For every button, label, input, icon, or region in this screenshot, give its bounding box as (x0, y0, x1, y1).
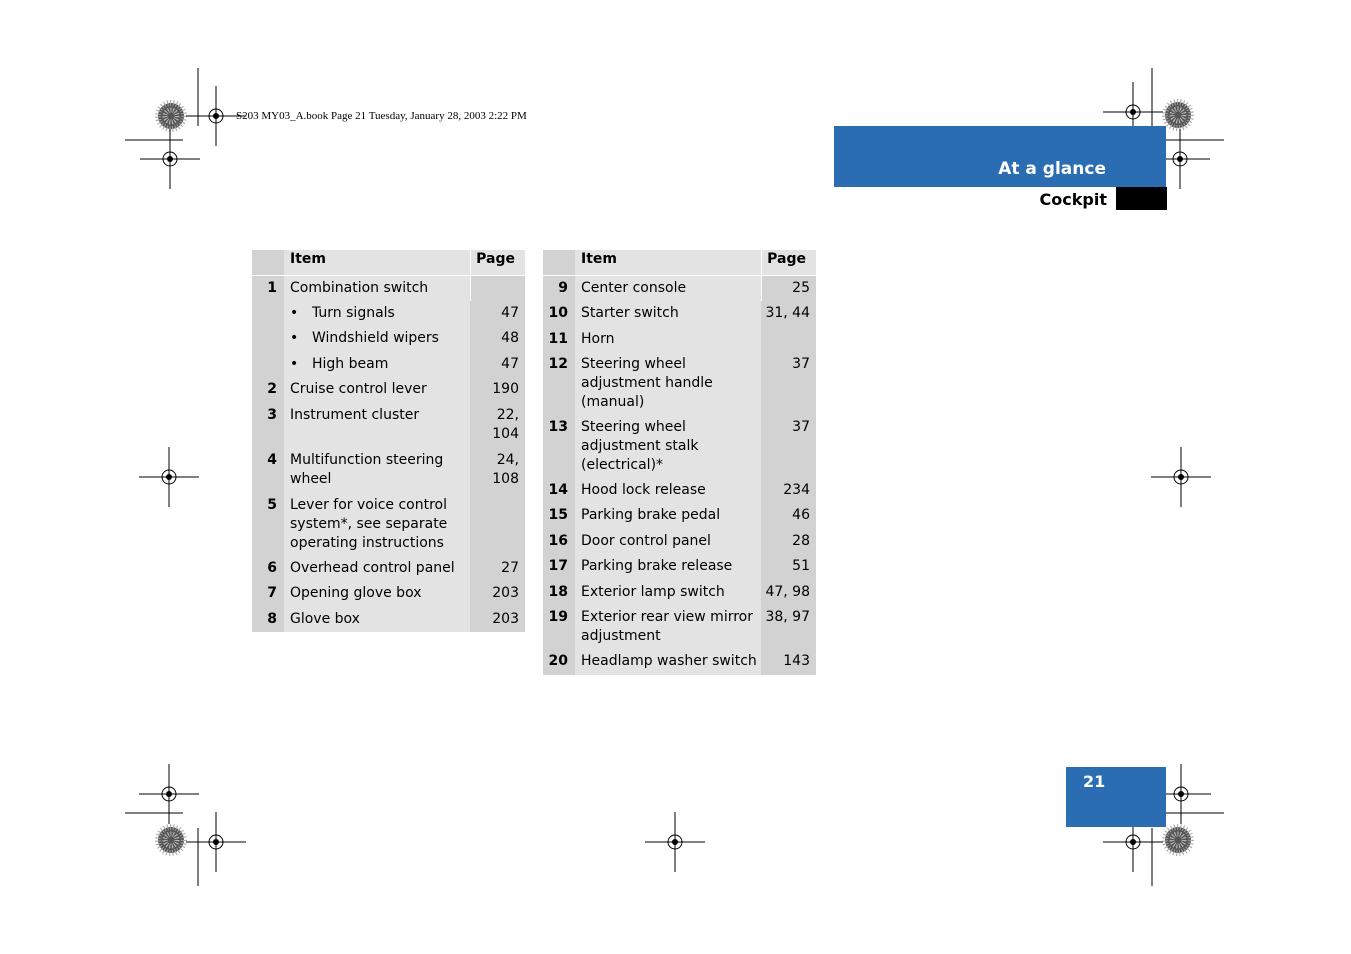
item-number: 5 (252, 493, 284, 556)
item-label-cell (575, 605, 761, 649)
item-label: Door control panel (581, 532, 711, 549)
page-number: 21 (1083, 772, 1106, 791)
page-reference: 47 (470, 301, 525, 327)
item-label-cell (284, 301, 470, 327)
page-reference: 31, 44 (761, 301, 816, 327)
table-row (252, 275, 525, 301)
item-label: Starter switch (581, 305, 679, 321)
bullet-icon: • (290, 355, 299, 372)
page-reference: 27 (470, 556, 525, 582)
item-number: 4 (252, 448, 284, 493)
item-label: Hood lock release (581, 481, 706, 498)
item-label: High beam (312, 355, 389, 372)
item-label: Horn (581, 330, 615, 347)
table-row (543, 415, 816, 478)
page-reference: 47 (470, 352, 525, 378)
item-number: 16 (543, 529, 575, 555)
item-number: 8 (252, 607, 284, 633)
items-table-right (543, 250, 816, 675)
item-label-cell (575, 275, 761, 301)
item-label: Parking brake pedal (581, 507, 721, 523)
item-label-cell (284, 607, 470, 633)
bullet-icon: • (290, 330, 299, 346)
item-label: Turn signals (312, 304, 395, 321)
item-number: 9 (543, 275, 575, 301)
page-reference (470, 493, 525, 556)
page-reference (470, 275, 525, 301)
header-num (252, 250, 284, 275)
table-row (543, 554, 816, 580)
item-number (252, 352, 284, 378)
item-label: Windshield wipers (312, 330, 439, 346)
table-row (252, 607, 525, 633)
table-row (543, 275, 816, 301)
section-title: At a glance (998, 159, 1106, 179)
item-label: Parking brake release (581, 558, 733, 574)
table-row (543, 503, 816, 529)
table-row (543, 605, 816, 649)
page-reference: 51 (761, 554, 816, 580)
item-label: Multifunction steering wheel (290, 451, 444, 487)
item-label-cell (575, 478, 761, 504)
item-label-cell (284, 377, 470, 403)
item-label: Overhead control panel (290, 559, 455, 576)
page-reference (761, 327, 816, 352)
page-reference: 37 (761, 415, 816, 478)
item-number: 19 (543, 605, 575, 649)
page-reference: 203 (470, 581, 525, 607)
item-label-cell (575, 352, 761, 415)
page-reference: 48 (470, 326, 525, 352)
item-number: 18 (543, 580, 575, 606)
item-label-cell (284, 403, 470, 448)
page-reference: 37 (761, 352, 816, 415)
item-label-cell (575, 554, 761, 580)
table-row (543, 529, 816, 555)
bullet-icon: • (290, 304, 299, 321)
item-label: Opening glove box (290, 585, 422, 601)
table-row (252, 326, 525, 352)
item-label-cell (284, 448, 470, 493)
item-label: Steering wheel adjustment handle (manual) (581, 355, 713, 410)
item-number: 12 (543, 352, 575, 415)
table-row (543, 478, 816, 504)
item-label: Steering wheel adjustment stalk (electrical)* (581, 418, 699, 473)
table-row (252, 581, 525, 607)
page-reference: 203 (470, 607, 525, 633)
page-reference: 22, 104 (470, 403, 525, 448)
item-number: 7 (252, 581, 284, 607)
page-number-box (1066, 767, 1166, 827)
header-num (543, 250, 575, 275)
item-label-cell (575, 503, 761, 529)
table-row (252, 493, 525, 556)
item-number: 10 (543, 301, 575, 327)
subsection-title: Cockpit (1039, 190, 1107, 209)
item-label-cell (284, 556, 470, 582)
table-row (543, 301, 816, 327)
table-row (543, 649, 816, 675)
table-row (543, 580, 816, 606)
table-row (252, 352, 525, 378)
section-tab-marker (1116, 187, 1167, 210)
item-label-cell (575, 415, 761, 478)
item-label-cell (575, 327, 761, 352)
page-reference: 38, 97 (761, 605, 816, 649)
page-reference: 190 (470, 377, 525, 403)
item-label-cell (284, 581, 470, 607)
item-number: 13 (543, 415, 575, 478)
print-info: S203 MY03_A.book Page 21 Tuesday, January 28, 2003 2:22 PM (236, 110, 527, 122)
item-label: Cruise control lever (290, 381, 427, 397)
item-number: 11 (543, 327, 575, 352)
item-label: Exterior lamp switch (581, 583, 725, 600)
item-label-cell (284, 326, 470, 352)
page-reference: 234 (761, 478, 816, 504)
item-label-cell (575, 580, 761, 606)
page-reference: 28 (761, 529, 816, 555)
item-label: Center console (581, 279, 687, 296)
item-number: 3 (252, 403, 284, 448)
item-label: Glove box (290, 610, 360, 627)
table-row (252, 403, 525, 448)
items-table-left (252, 250, 525, 632)
item-number (252, 326, 284, 352)
header-page: Page (761, 250, 816, 275)
item-label: Exterior rear view mirror adjustment (581, 609, 753, 644)
item-label-cell (284, 352, 470, 378)
item-number: 6 (252, 556, 284, 582)
page-reference: 143 (761, 649, 816, 675)
header-page: Page (470, 250, 525, 275)
item-label-cell (575, 301, 761, 327)
header-item: Item (575, 250, 761, 275)
item-number: 2 (252, 377, 284, 403)
table-row (252, 556, 525, 582)
table-row (252, 301, 525, 327)
table-row (252, 448, 525, 493)
page-reference: 47, 98 (761, 580, 816, 606)
table-row (252, 377, 525, 403)
item-number: 17 (543, 554, 575, 580)
page-reference: 24, 108 (470, 448, 525, 493)
item-label-cell (284, 275, 470, 301)
header-item: Item (284, 250, 470, 275)
item-label: Lever for voice control system*, see separate operating instructions (290, 496, 448, 551)
item-number: 15 (543, 503, 575, 529)
page-reference: 46 (761, 503, 816, 529)
item-number: 14 (543, 478, 575, 504)
item-number: 20 (543, 649, 575, 675)
item-label-cell (575, 649, 761, 675)
page-reference: 25 (761, 275, 816, 301)
item-label: Instrument cluster (290, 406, 420, 423)
item-label-cell (284, 493, 470, 556)
item-label: Headlamp washer switch (581, 653, 757, 669)
table-row (543, 352, 816, 415)
item-number: 1 (252, 275, 284, 301)
item-number (252, 301, 284, 327)
item-label-cell (575, 529, 761, 555)
item-label: Combination switch (290, 279, 429, 296)
table-row (543, 327, 816, 352)
